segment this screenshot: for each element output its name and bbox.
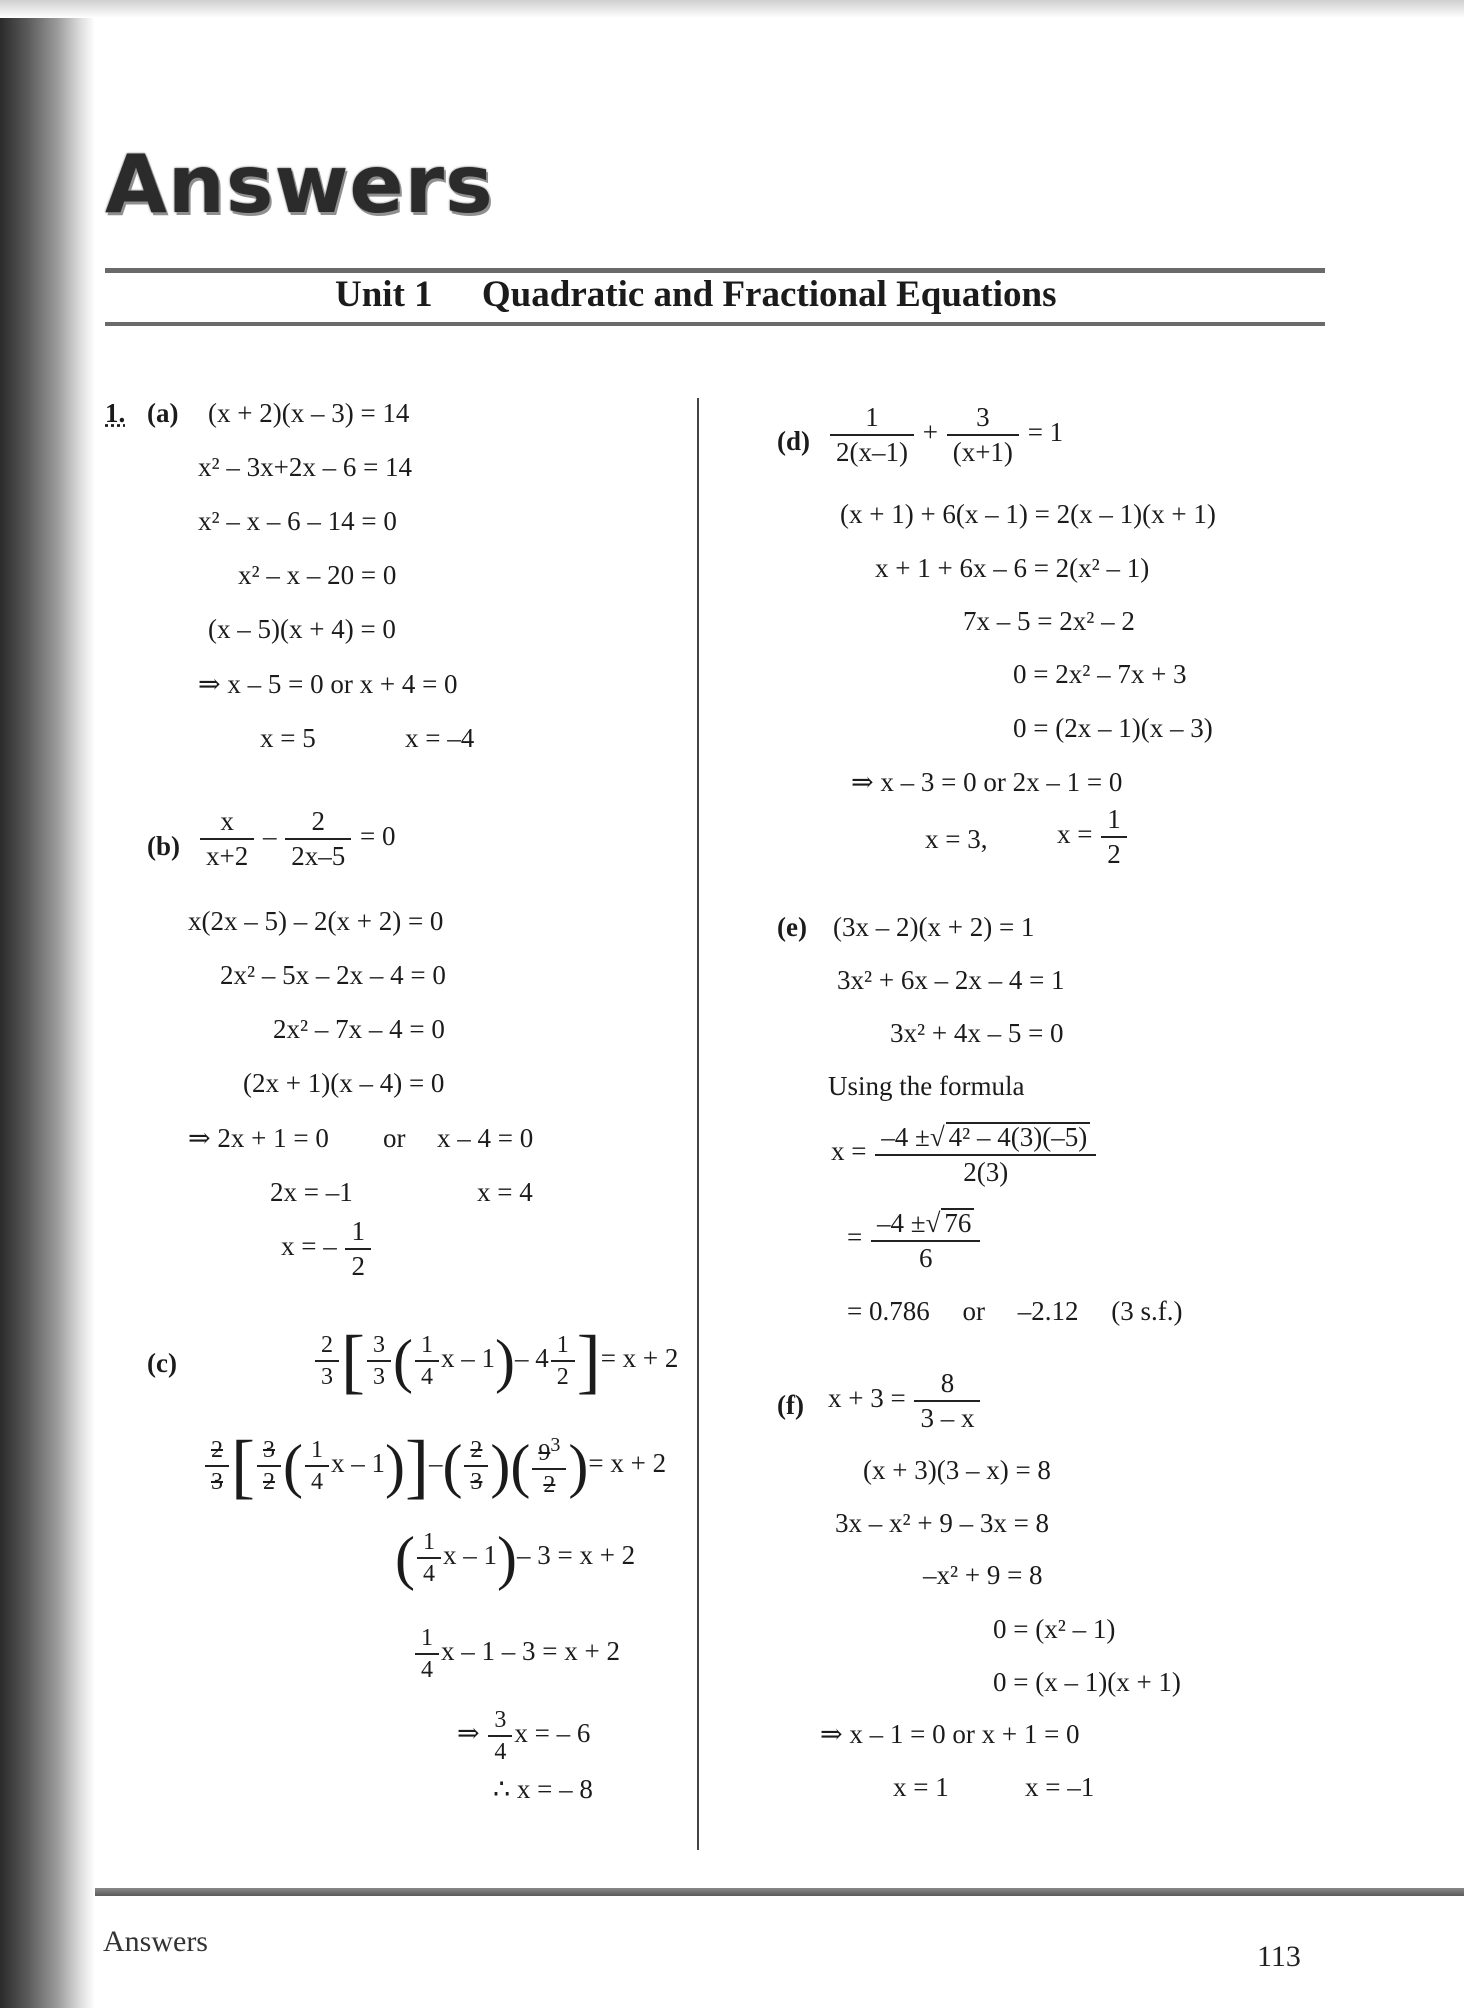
part-d-equation [828,404,1063,466]
part-f-solution-2: x = –1 [1025,1772,1095,1802]
superscript: 3 [550,1434,561,1456]
part-e-label: (e) [777,912,807,942]
part-b-rhs: = 0 [359,821,396,852]
part-a-line-3: x² – x – 6 – 14 = 0 [198,506,397,536]
part-d-fraction-2 [947,404,1019,466]
part-a-line-4: x² – x – 20 = 0 [238,560,397,590]
part-c-line-2 [203,1426,667,1506]
part-c-frac [415,1333,439,1389]
part-c-rest: x – 1 – 3 = x + 2 [441,1636,620,1667]
part-c-line-3 [395,1525,636,1591]
frac-num: 3 [488,1708,512,1737]
part-d-label: (d) [777,426,810,456]
part-b-final [281,1218,373,1280]
paren: ) [494,1328,515,1394]
frac-den: 6 [918,1243,933,1273]
formula-lhs: = [847,1222,863,1253]
part-c-rest: x = – 6 [514,1718,591,1749]
frac-den: 2(x–1) [836,437,908,467]
book-spine-shadow [0,0,95,2008]
part-c-inner: x – 1 [440,1343,495,1374]
unit-title: Quadratic and Fractional Equations [481,274,1057,315]
paren: ) [384,1433,405,1499]
question-number [105,400,125,427]
part-a-line-1: (x + 2)(x – 3) = 14 [208,398,410,428]
frac-den: 2 [262,1469,275,1495]
formula-lhs: x = [831,1136,867,1167]
part-a-line-6: ⇒ x – 5 = 0 or x + 4 = 0 [198,669,458,699]
part-d-final [1057,806,1129,868]
part-f-lhs: x + 3 = [828,1383,906,1414]
part-d-line-4: 0 = 2x² – 7x + 3 [1013,659,1187,689]
frac-den: 4 [494,1739,507,1765]
part-c-line-6: ∴ x = – 8 [493,1774,593,1804]
frac-den: 3 [321,1364,333,1390]
part-d-line-2: x + 1 + 6x – 6 = 2(x² – 1) [875,553,1150,583]
part-b-fraction-2-den: 2x–5 [291,841,346,871]
part-a-solution-2: x = –4 [405,723,475,753]
quadratic-formula-fraction [875,1122,1096,1186]
part-a-label: (a) [147,398,179,428]
struck-digit: 9 [538,1440,551,1466]
part-a-solution-1: x = 5 [260,723,316,753]
part-c-rhs: = x + 2 [588,1448,667,1479]
part-c-frac [551,1333,575,1389]
frac-den: 3 [372,1364,385,1390]
part-a-line-2: x² – 3x+2x – 6 = 14 [198,452,413,482]
paren: ( [442,1433,463,1499]
frac-den: 3 [470,1469,483,1495]
part-c-line-1 [313,1321,679,1401]
result-or: or [962,1296,985,1326]
answers-title: Answers [105,138,494,231]
bracket: [ [231,1426,255,1506]
part-d-final-fraction [1101,806,1127,868]
part-b-fraction-1 [200,808,254,870]
paren: ) [568,1433,589,1499]
frac-num: 1 [551,1333,575,1362]
paren: ( [392,1328,413,1394]
part-a-line-5: (x – 5)(x + 4) = 0 [208,614,396,644]
part-d-line-1: (x + 1) + 6(x – 1) = 2(x – 1)(x + 1) [840,499,1216,529]
part-f-line-3: –x² + 9 = 8 [923,1560,1043,1590]
part-b-or: or [383,1123,406,1153]
radicand: 76 [941,1208,974,1237]
part-c-frac [305,1438,329,1494]
part-b-line-5: ⇒ 2x + 1 = 0 [188,1123,329,1153]
part-e-formula-2 [847,1208,982,1272]
part-d-line-5: 0 = (2x – 1)(x – 3) [1013,713,1213,743]
bracket: ] [576,1321,601,1401]
part-c-frac [367,1333,391,1389]
part-b-line-8: x = 4 [477,1177,533,1207]
part-b-fraction-1-den: x+2 [206,841,249,871]
result-1: = 0.786 [847,1296,930,1326]
part-d-solution-1: x = 3, [925,824,988,854]
part-b-line-4: (2x + 1)(x – 4) = 0 [243,1068,445,1098]
frac-num: 3 [367,1333,391,1362]
part-f-fraction [914,1370,980,1432]
part-d-rhs: = 1 [1027,417,1064,448]
part-c-label: (c) [147,1348,177,1378]
part-f-line-4: 0 = (x² – 1) [993,1614,1116,1644]
part-e-line-1: (3x – 2)(x + 2) = 1 [833,912,1035,942]
implies-arrow: ⇒ [457,1718,480,1749]
frac-den: (x+1) [952,437,1013,467]
part-c-rhs: = x + 2 [600,1343,679,1374]
part-c-line-5 [457,1708,590,1764]
part-d-line-3: 7x – 5 = 2x² – 2 [963,606,1135,636]
frac-den: 2 [556,1364,569,1390]
part-b-line-6: x – 4 = 0 [437,1123,534,1153]
unit-number: Unit 1 [335,274,433,315]
part-b-final-den: 2 [351,1251,365,1281]
frac-den: 2 [543,1472,556,1498]
part-b-minus: – [262,821,277,852]
frac-num: 1 [1101,806,1127,838]
frac-num: 3 [257,1438,281,1467]
part-c-rest: – 3 = x + 2 [516,1540,636,1571]
part-e-line-2: 3x² + 6x – 2x – 4 = 1 [837,965,1065,995]
footer-rule [95,1888,1464,1896]
part-e-result [847,1298,1182,1325]
part-c-minus: – 4 [514,1343,549,1374]
part-d-fraction-1 [830,404,914,466]
frac-num: 3 [947,404,1019,436]
part-b-fraction-2 [285,808,351,870]
part-c-frac [417,1530,441,1586]
part-b-label: (b) [147,831,180,861]
frac-num: 2 [315,1333,339,1362]
part-b-fraction-1-num: x [200,808,254,840]
frac-num: 8 [914,1370,980,1402]
paren: ) [496,1525,517,1591]
page-number: 113 [1257,1940,1301,1973]
part-e-line-4: Using the formula [828,1071,1025,1101]
part-b-final-lhs: x = – [281,1231,337,1262]
paren: ( [282,1433,303,1499]
part-f-solution-1: x = 1 [893,1772,949,1802]
frac-den: 4 [420,1364,433,1390]
part-f-equation [828,1370,982,1432]
result-sig-figs: (3 s.f.) [1111,1296,1183,1326]
part-f-line-1: (x + 3)(3 – x) = 8 [863,1455,1051,1485]
frac-den: 2 [1107,839,1121,869]
paren: ( [510,1433,531,1499]
part-b-final-num: 1 [345,1218,371,1250]
frac-num: –4 ±√ 4² – 4(3)(–5) [875,1122,1096,1156]
paren: ( [395,1525,415,1591]
part-d-line-6: ⇒ x – 3 = 0 or 2x – 1 = 0 [851,767,1123,797]
frac-num: –4 ±√ 76 [871,1208,980,1242]
part-d-final-lhs: x = [1057,819,1093,850]
frac-num: 1 [415,1626,439,1655]
part-c-frac [532,1435,566,1497]
part-b-line-2: 2x² – 5x – 2x – 4 = 0 [220,960,446,990]
frac-den: 4 [310,1469,323,1495]
frac-num: 1 [415,1333,439,1362]
part-c-frac [464,1438,488,1494]
plus-sign: + [922,417,938,448]
part-f-line-2: 3x – x² + 9 – 3x = 8 [835,1508,1050,1538]
part-c-frac [205,1438,229,1494]
part-c-inner: x – 1 [442,1540,497,1571]
frac-den: 4 [422,1561,435,1587]
simplified-fraction [871,1208,980,1272]
part-c-frac [257,1438,281,1494]
result-2: –2.12 [1017,1296,1079,1326]
part-c-frac [488,1708,512,1764]
footer-label: Answers [103,1925,208,1958]
part-c-frac [415,1626,439,1682]
paren: ) [490,1433,511,1499]
part-c-frac [315,1333,339,1389]
bracket: [ [341,1321,365,1401]
question-1-number: 1. [105,398,126,428]
part-e-line-3: 3x² + 4x – 5 = 0 [890,1018,1064,1048]
frac-num: 1 [417,1530,441,1559]
part-f-label: (f) [777,1390,804,1420]
frac-num [532,1435,566,1470]
num-prefix: –4 ± [881,1122,930,1152]
part-b-line-7: 2x = –1 [270,1177,353,1207]
column-divider [697,398,699,1850]
part-b-equation [198,808,395,870]
bracket: ] [404,1426,429,1506]
frac-den: 4 [421,1657,433,1683]
part-b-final-fraction [345,1218,371,1280]
part-f-line-5: 0 = (x – 1)(x + 1) [993,1667,1181,1697]
part-b-line-3: 2x² – 7x – 4 = 0 [273,1014,445,1044]
frac-den: 2(3) [963,1157,1009,1187]
radicand: 4² – 4(3)(–5) [946,1122,1091,1151]
page [95,0,1464,2008]
part-b-fraction-2-num: 2 [285,808,351,840]
frac-num: 1 [305,1438,329,1467]
frac-den: 3 [211,1469,223,1495]
part-f-line-6: ⇒ x – 1 = 0 or x + 1 = 0 [820,1719,1080,1749]
part-e-formula-1 [831,1122,1098,1186]
part-b-line-1: x(2x – 5) – 2(x + 2) = 0 [188,906,444,936]
minus-sign: – [428,1448,443,1479]
unit-heading [335,273,1057,316]
part-c-line-4 [413,1626,620,1682]
frac-num: 2 [205,1438,229,1467]
heading-rule-bottom [105,322,1325,326]
frac-den: 3 – x [920,1403,975,1433]
frac-num: 1 [830,404,914,436]
num-prefix: –4 ± [876,1208,926,1238]
frac-num: 2 [464,1438,488,1467]
part-c-inner: x – 1 [330,1448,385,1479]
